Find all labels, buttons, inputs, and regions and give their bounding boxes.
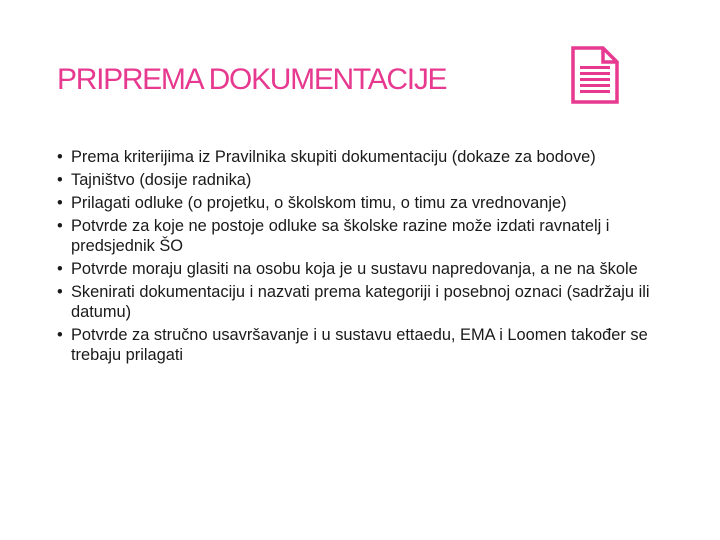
bullet-list <box>57 147 667 368</box>
bullet-text: Potvrde za koje ne postoje odluke sa školske razine može izdati ravnatelj i predsjednik ŠO <box>71 217 610 255</box>
bullet-item <box>57 216 667 256</box>
bullet-item <box>57 170 667 190</box>
bullet-item <box>57 147 667 167</box>
bullet-item <box>57 282 667 322</box>
bullet-item <box>57 325 667 365</box>
bullet-text: Prema kriterijima iz Pravilnika skupiti dokumentaciju (dokaze za bodove) <box>71 148 596 166</box>
bullet-dot: • <box>57 194 63 212</box>
bullet-dot: • <box>57 260 63 278</box>
bullet-dot: • <box>57 283 63 301</box>
bullet-text: Skenirati dokumentaciju i nazvati prema kategoriji i posebnoj oznaci (sadržaju ili datumu) <box>71 283 650 321</box>
bullet-item <box>57 259 667 279</box>
bullet-text: Potvrde moraju glasiti na osobu koja je u sustavu napredovanja, a ne na škole <box>71 260 638 278</box>
bullet-dot: • <box>57 148 63 166</box>
bullet-dot: • <box>57 171 63 189</box>
document-icon <box>569 44 621 106</box>
bullet-text: Tajništvo (dosije radnika) <box>71 171 252 189</box>
slide-title: PRIPREMA DOKUMENTACIJE <box>57 63 447 96</box>
bullet-dot: • <box>57 326 63 344</box>
bullet-dot: • <box>57 217 63 235</box>
bullet-text: Prilagati odluke (o projetku, o školskom timu, o timu za vrednovanje) <box>71 194 567 212</box>
bullet-text: Potvrde za stručno usavršavanje i u sustavu ettaedu, EMA i Loomen također se trebaju prilagati <box>71 326 648 364</box>
bullet-item <box>57 193 667 213</box>
